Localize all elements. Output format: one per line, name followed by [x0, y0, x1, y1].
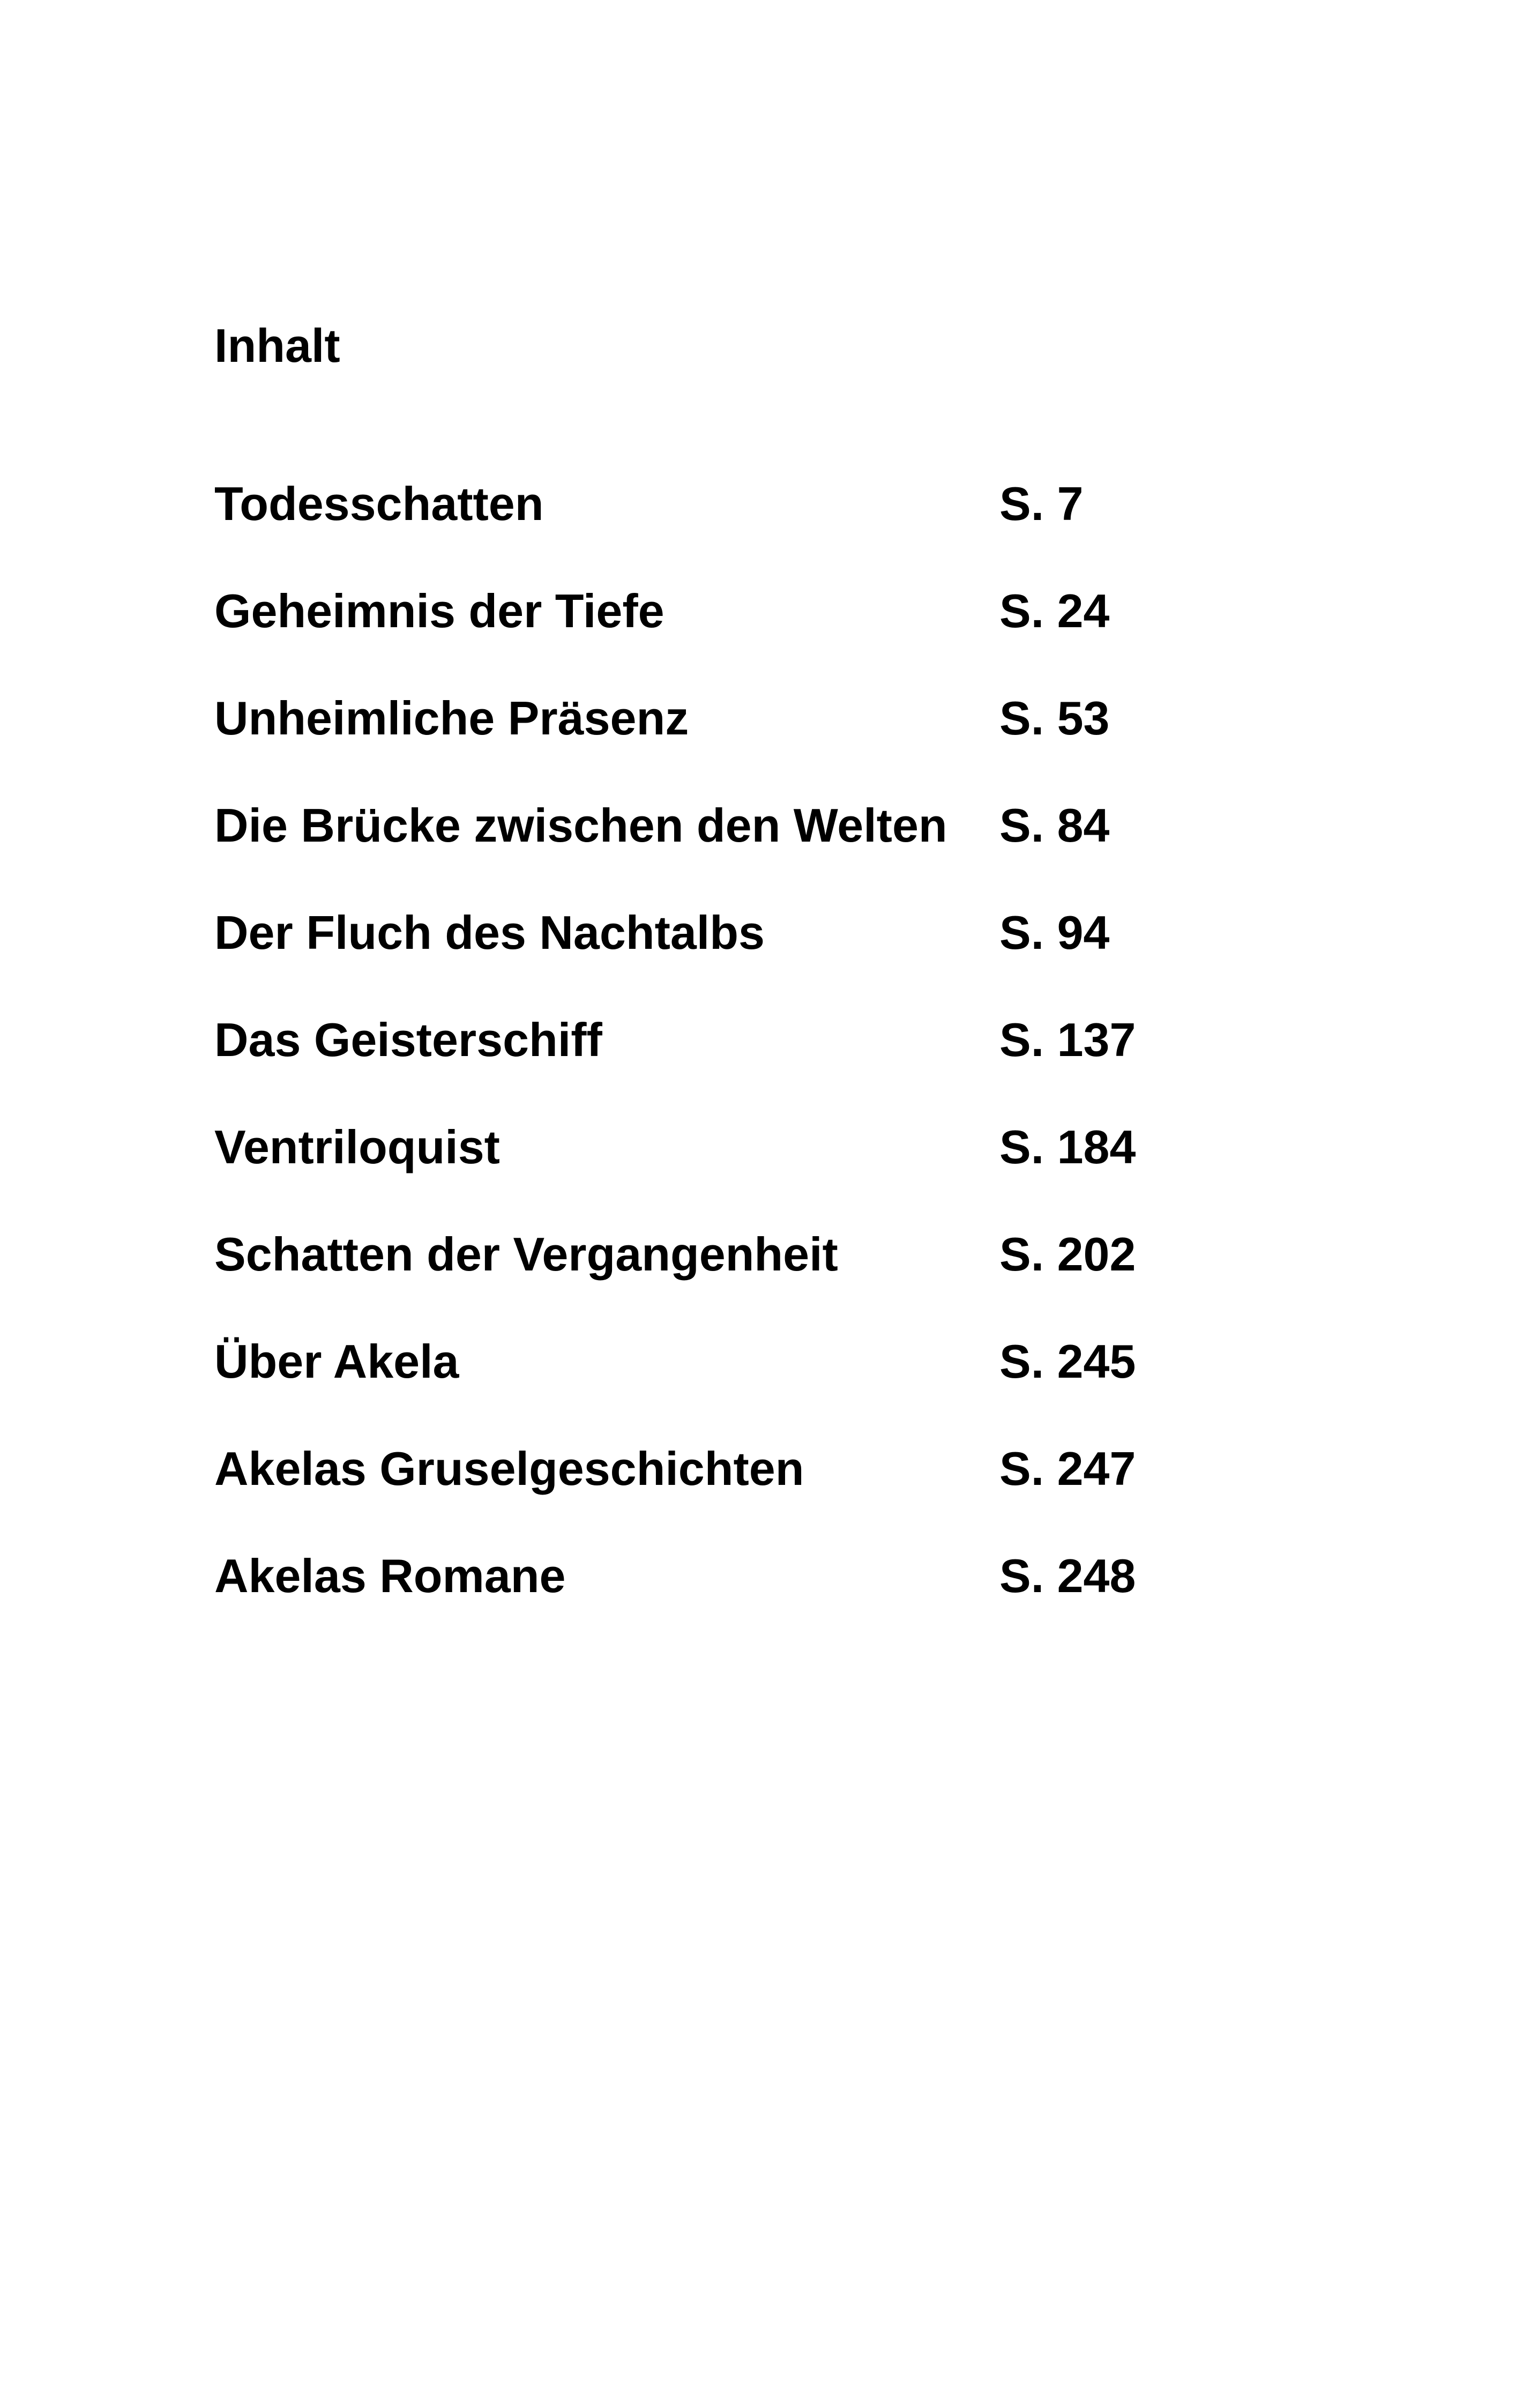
toc-entry-title: Das Geisterschiff — [214, 1013, 602, 1066]
toc-entry-page: S. 137 — [999, 1013, 1136, 1066]
toc-entry-page: S. 84 — [999, 799, 1110, 852]
toc-entry-title: Akelas Gruselgeschichten — [214, 1442, 804, 1495]
toc-entry — [214, 796, 1233, 903]
toc-entry-title: Über Akela — [214, 1335, 459, 1388]
toc-entry-page: S. 245 — [999, 1335, 1136, 1388]
toc-entry-page: S. 248 — [999, 1549, 1136, 1602]
toc-entry — [214, 1332, 1233, 1439]
toc-entry-page: S. 53 — [999, 692, 1110, 745]
toc-entry — [214, 1010, 1233, 1118]
toc-entry-title: Akelas Romane — [214, 1549, 566, 1602]
toc-entry-page: S. 7 — [999, 477, 1084, 530]
toc-entry-title: Todesschatten — [214, 477, 544, 530]
toc-entry — [214, 1225, 1233, 1332]
toc-entry — [214, 1118, 1233, 1225]
toc-entry-page: S. 24 — [999, 584, 1110, 637]
toc-entry-title: Die Brücke zwischen den Welten — [214, 799, 947, 852]
toc-entry — [214, 903, 1233, 1010]
toc-entry-page: S. 202 — [999, 1228, 1136, 1281]
toc-entry-title: Der Fluch des Nachtalbs — [214, 906, 765, 959]
toc-entry — [214, 474, 1233, 582]
toc-entry-page: S. 184 — [999, 1120, 1136, 1173]
toc-entry-page: S. 247 — [999, 1442, 1136, 1495]
toc-entry — [214, 1547, 1233, 1654]
toc-entry-title: Unheimliche Präsenz — [214, 692, 689, 745]
toc-entry — [214, 582, 1233, 689]
toc-entry-title: Ventriloquist — [214, 1120, 500, 1173]
toc-entry-page: S. 94 — [999, 906, 1110, 959]
toc-entry-title: Geheimnis der Tiefe — [214, 584, 665, 637]
table-of-contents — [214, 474, 1233, 1654]
toc-entry-title: Schatten der Vergangenheit — [214, 1228, 838, 1281]
toc-heading: Inhalt — [214, 319, 340, 372]
toc-entry — [214, 1439, 1233, 1547]
toc-entry — [214, 689, 1233, 796]
